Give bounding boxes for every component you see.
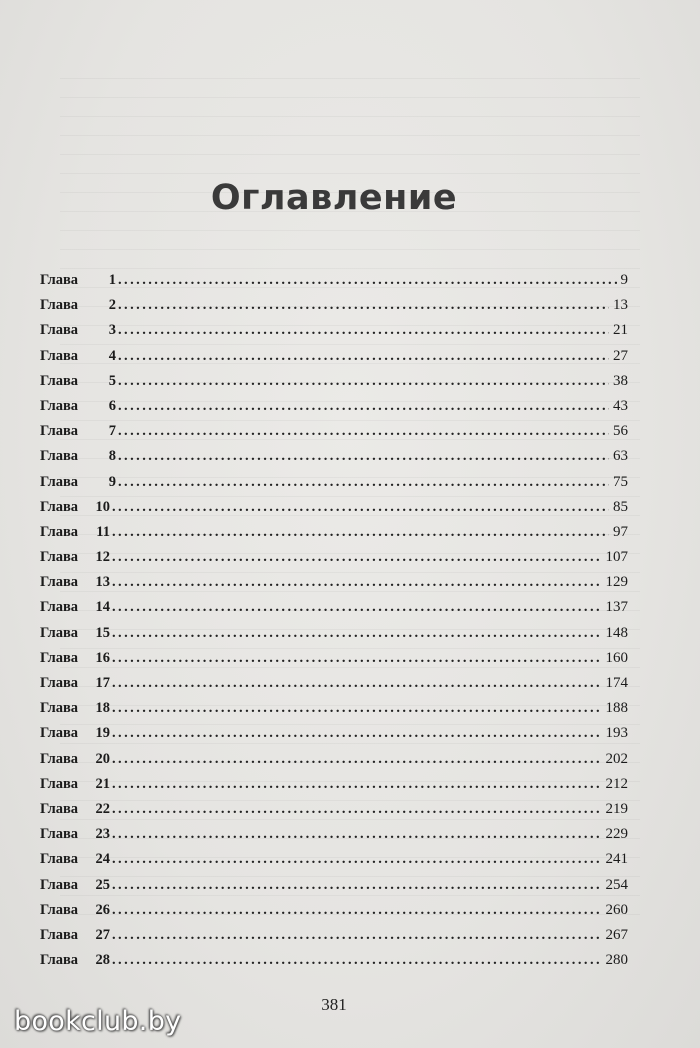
page-title: Оглавление [210, 178, 458, 218]
toc-entry [40, 595, 628, 620]
toc-page-ref: 27 [613, 347, 628, 364]
toc-page-ref: 21 [613, 322, 628, 339]
toc-entry [40, 268, 628, 293]
toc-chapter-word: Глава [40, 272, 79, 288]
toc-chapter-number: 13 [95, 574, 110, 591]
toc-chapter-word: Глава [40, 675, 79, 691]
toc-dot-leader [118, 369, 609, 394]
toc-chapter-label [40, 419, 116, 444]
toc-dot-leader [112, 873, 602, 898]
toc-chapter-word: Глава [40, 322, 79, 339]
toc-chapter-number: 9 [108, 473, 116, 490]
toc-chapter-word: Глава [40, 397, 79, 414]
toc-page-ref: 137 [605, 599, 628, 616]
toc-dot-leader [112, 747, 602, 772]
toc-chapter-word: Глава [40, 599, 79, 616]
toc-dot-leader [112, 822, 602, 847]
toc-dot-leader [118, 470, 609, 495]
toc-chapter-label [40, 772, 110, 797]
toc-chapter-word: Глава [40, 826, 79, 843]
toc-page-ref: 97 [613, 523, 628, 540]
toc-chapter-label [40, 595, 110, 620]
toc-chapter-number: 27 [95, 926, 110, 943]
toc-chapter-label [40, 696, 110, 721]
toc-entry [40, 369, 628, 394]
toc-chapter-number: 26 [95, 901, 110, 918]
toc-dot-leader [112, 847, 602, 872]
toc-chapter-number: 2 [108, 297, 116, 314]
toc-chapter-number: 20 [95, 750, 110, 767]
toc-chapter-word: Глава [40, 926, 79, 943]
toc-page-ref: 188 [605, 700, 628, 717]
toc-dot-leader [112, 671, 602, 696]
toc-chapter-word: Глава [40, 372, 79, 389]
toc-chapter-number: 24 [95, 851, 110, 868]
toc-chapter-number: 3 [108, 322, 116, 339]
toc-chapter-word: Глава [40, 523, 79, 540]
toc-entry [40, 822, 628, 847]
toc-chapter-label [40, 847, 110, 872]
toc-chapter-label [40, 721, 110, 746]
toc-dot-leader [112, 520, 609, 545]
toc-entry [40, 873, 628, 898]
toc-page-ref: 229 [605, 826, 628, 843]
toc-chapter-word: Глава [40, 901, 79, 918]
toc-page-ref: 148 [605, 624, 628, 641]
toc-entry [40, 898, 628, 923]
toc-page-ref: 129 [605, 574, 628, 591]
toc-dot-leader [112, 923, 602, 948]
toc-dot-leader [112, 797, 602, 822]
toc-entry [40, 570, 628, 595]
toc-entry [40, 948, 628, 973]
toc-page-ref: 280 [605, 952, 628, 969]
toc-dot-leader [112, 495, 609, 520]
toc-entry [40, 419, 628, 444]
toc-entry [40, 470, 628, 495]
toc-page-ref: 219 [605, 800, 628, 817]
toc-entry [40, 545, 628, 570]
toc-chapter-label [40, 797, 110, 822]
toc-chapter-word: Глава [40, 473, 79, 490]
toc-page-ref: 241 [605, 851, 628, 868]
toc-chapter-word: Глава [40, 574, 79, 591]
toc-chapter-label [40, 671, 110, 696]
toc-entry [40, 318, 628, 343]
toc-chapter-word: Глава [40, 952, 79, 969]
toc-page-ref: 193 [605, 725, 628, 742]
toc-chapter-number: 12 [95, 549, 110, 566]
toc-page-ref: 254 [605, 876, 628, 893]
toc-page-ref: 75 [613, 473, 628, 490]
toc-page-ref: 267 [605, 926, 628, 943]
toc-chapter-word: Глава [40, 297, 79, 314]
toc-chapter-number: 4 [108, 347, 116, 364]
toc-chapter-word: Глава [40, 725, 79, 742]
toc-dot-leader [112, 696, 602, 721]
toc-entry [40, 923, 628, 948]
toc-chapter-number: 1 [108, 272, 116, 288]
toc-page-ref: 9 [620, 272, 628, 288]
toc-chapter-label [40, 369, 116, 394]
toc-chapter-label [40, 470, 116, 495]
toc-chapter-number: 6 [108, 397, 116, 414]
toc-dot-leader [112, 570, 602, 595]
toc-page-ref: 160 [605, 649, 628, 666]
toc-chapter-number: 8 [108, 448, 116, 465]
toc-entry [40, 495, 628, 520]
toc-entry [40, 847, 628, 872]
toc-chapter-number: 14 [95, 599, 110, 616]
toc-dot-leader [112, 595, 602, 620]
page-number: 381 [321, 995, 347, 1014]
toc-dot-leader [118, 444, 609, 469]
toc-dot-leader [112, 545, 602, 570]
toc-entry [40, 721, 628, 746]
toc-chapter-label [40, 646, 110, 671]
toc-entry [40, 772, 628, 797]
toc-chapter-number: 25 [95, 876, 110, 893]
toc-chapter-label [40, 318, 116, 343]
toc-chapter-label [40, 898, 110, 923]
toc-dot-leader [112, 948, 602, 973]
toc-page-ref: 13 [613, 297, 628, 314]
toc-chapter-number: 21 [95, 775, 110, 792]
toc-entry [40, 797, 628, 822]
toc-chapter-word: Глава [40, 800, 79, 817]
toc-chapter-number: 10 [95, 498, 110, 515]
toc-chapter-number: 18 [95, 700, 110, 717]
toc-page-ref: 107 [605, 549, 628, 566]
toc-chapter-word: Глава [40, 649, 79, 666]
toc-page-ref: 43 [613, 397, 628, 414]
toc-chapter-word: Глава [40, 851, 79, 868]
toc-entry [40, 747, 628, 772]
toc-chapter-word: Глава [40, 347, 79, 364]
toc-chapter-label [40, 268, 116, 293]
toc-entry [40, 696, 628, 721]
toc-dot-leader [112, 646, 602, 671]
toc-entry [40, 293, 628, 318]
toc-chapter-word: Глава [40, 775, 79, 792]
toc-dot-leader [112, 898, 602, 923]
toc-page-ref: 260 [605, 901, 628, 918]
toc-dot-leader [112, 721, 602, 746]
toc-chapter-word: Глава [40, 750, 79, 767]
toc-chapter-label [40, 570, 110, 595]
toc-page-ref: 174 [605, 675, 628, 691]
toc-chapter-number: 16 [95, 649, 110, 666]
toc-chapter-number: 22 [95, 800, 110, 817]
toc-chapter-label [40, 747, 110, 772]
toc-entry [40, 646, 628, 671]
toc-chapter-word: Глава [40, 549, 79, 566]
toc-page-ref: 202 [605, 750, 628, 767]
toc-dot-leader [118, 344, 609, 369]
toc-chapter-number: 17 [95, 675, 110, 691]
toc-page-ref: 85 [613, 498, 628, 515]
toc-entry [40, 520, 628, 545]
toc-chapter-word: Глава [40, 700, 79, 717]
toc-dot-leader [118, 293, 609, 318]
toc-chapter-label [40, 873, 110, 898]
toc-chapter-label [40, 520, 110, 545]
toc-dot-leader [118, 419, 609, 444]
toc-chapter-label [40, 948, 110, 973]
toc-chapter-label [40, 495, 110, 520]
toc-dot-leader [112, 621, 602, 646]
toc-chapter-number: 7 [108, 423, 116, 440]
toc-entry [40, 671, 628, 696]
toc-page-ref: 56 [613, 423, 628, 440]
toc-chapter-number: 23 [95, 826, 110, 843]
toc-dot-leader [112, 772, 602, 797]
toc-chapter-label [40, 621, 110, 646]
toc-entry [40, 444, 628, 469]
toc-chapter-label [40, 923, 110, 948]
toc-entry [40, 394, 628, 419]
toc-chapter-word: Глава [40, 498, 79, 515]
watermark-logo: bookclub.by [14, 1006, 182, 1037]
toc-page-ref: 63 [613, 448, 628, 465]
table-of-contents [40, 268, 628, 973]
toc-dot-leader [118, 318, 609, 343]
toc-dot-leader [118, 394, 609, 419]
toc-chapter-label [40, 394, 116, 419]
toc-entry [40, 621, 628, 646]
toc-dot-leader [118, 268, 617, 293]
toc-chapter-word: Глава [40, 448, 79, 465]
toc-chapter-word: Глава [40, 624, 79, 641]
toc-chapter-number: 5 [108, 372, 116, 389]
toc-chapter-label [40, 822, 110, 847]
toc-chapter-label [40, 344, 116, 369]
toc-chapter-label [40, 293, 116, 318]
toc-chapter-number: 11 [96, 523, 110, 540]
toc-chapter-label [40, 545, 110, 570]
toc-entry [40, 344, 628, 369]
toc-chapter-number: 19 [95, 725, 110, 742]
toc-chapter-number: 15 [95, 624, 110, 641]
toc-page-ref: 212 [605, 775, 628, 792]
toc-chapter-number: 28 [95, 952, 110, 969]
toc-chapter-label [40, 444, 116, 469]
toc-page-ref: 38 [613, 372, 628, 389]
toc-chapter-word: Глава [40, 876, 79, 893]
toc-chapter-word: Глава [40, 423, 79, 440]
